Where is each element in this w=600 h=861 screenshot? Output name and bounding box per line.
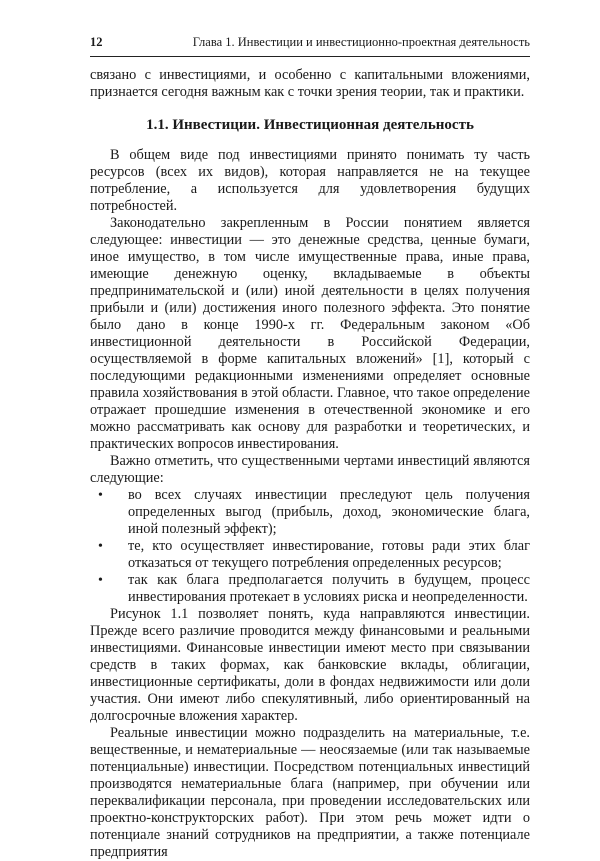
chapter-title: Глава 1. Инвестиции и инвестиционно-проектная деятельность: [192, 35, 530, 49]
running-head: [90, 34, 530, 57]
bullet-icon: •: [98, 539, 103, 554]
list-item: [90, 538, 530, 572]
paragraph-legal-definition: Законодательно закрепленным в России понятием является следующее: инвестиции — это денежные средства, ценные бумаги, иное имущество, в том числе имущественные права, иные права, имеющие денежную оценку, вкладываемые в объекты предпринимательской и (или) иной деятельности в целях получения прибыли и (или) достижения иного полезного эффекта. Это понятие было дано в конце 1990-х гг. Федеральным законом «Об инвестиционной деятельности в Российской Федерации, осуществляемой в форме капитальных вложений» [1], который с последующими редакционными изменениями определяет основные правила хозяйствования в этой области. Главное, что такое определение отражает прошедшие изменения в отечественной экономике и его можно рассматривать как основу для разработки и теоретических, и практических вопросов инвестирования.: [90, 215, 530, 452]
list-item: [90, 487, 530, 538]
intro-paragraph: связано с инвестициями, и особенно с капитальными вложениями, признается сегодня важным как с точки зрения теории, так и практики.: [90, 67, 530, 100]
paragraph-figure-reference: Рисунок 1.1 позволяет понять, куда направляются инвестиции. Прежде всего различие проводится между финансовыми и реальными инвестициями. Финансовые инвестиции имеют место при связывании средств в таких формах, как банковские вклады, облигации, инвестиционные сертификаты, доли в фондах недвижимости или доли участия. Они имеют либо спекулятивный, либо ориентированный на долгосрочные вложения характер.: [90, 606, 530, 724]
list-item-text: во всех случаях инвестиции преследуют цель получения определенных выгод (прибыль, доход, экономические блага, иной полезный эффект);: [128, 487, 530, 537]
body-text: [90, 67, 530, 861]
paragraph-real-investments: Реальные инвестиции можно подразделить на материальные, т.е. вещественные, и нематериальные — неосязаемые (или так называемые потенциальные) инвестиции. Посредством потенциальных инвестиций производятся нематериальные блага (например, при обучении или переквалификации персонала, при проведении исследовательских или проектно-конструкторских работ). При этом речь может идти о потенциале знаний сотрудников на предприятии, а также потенциале предприятия: [90, 725, 530, 860]
list-item-text: так как блага предполагается получить в будущем, процесс инвестирования протекает в условиях риска и неопределенности.: [128, 572, 530, 605]
book-page: [90, 34, 530, 860]
page-number: 12: [90, 35, 103, 49]
features-list: [90, 487, 530, 606]
bullet-icon: •: [98, 488, 103, 503]
bullet-icon: •: [98, 573, 103, 588]
list-item-text: те, кто осуществляет инвестирование, готовы ради этих благ отказаться от текущего потребления определенных ресурсов;: [128, 538, 530, 571]
section-heading: 1.1. Инвестиции. Инвестиционная деятельность: [146, 117, 474, 133]
list-item: [90, 572, 530, 606]
paragraph-definition: В общем виде под инвестициями принято понимать ту часть ресурсов (всех их видов), которая направляется не на текущее потребление, а используется для удовлетворения будущих потребностей.: [90, 147, 530, 214]
paragraph-list-intro: Важно отметить, что существенными чертами инвестиций являются следующие:: [90, 453, 530, 486]
